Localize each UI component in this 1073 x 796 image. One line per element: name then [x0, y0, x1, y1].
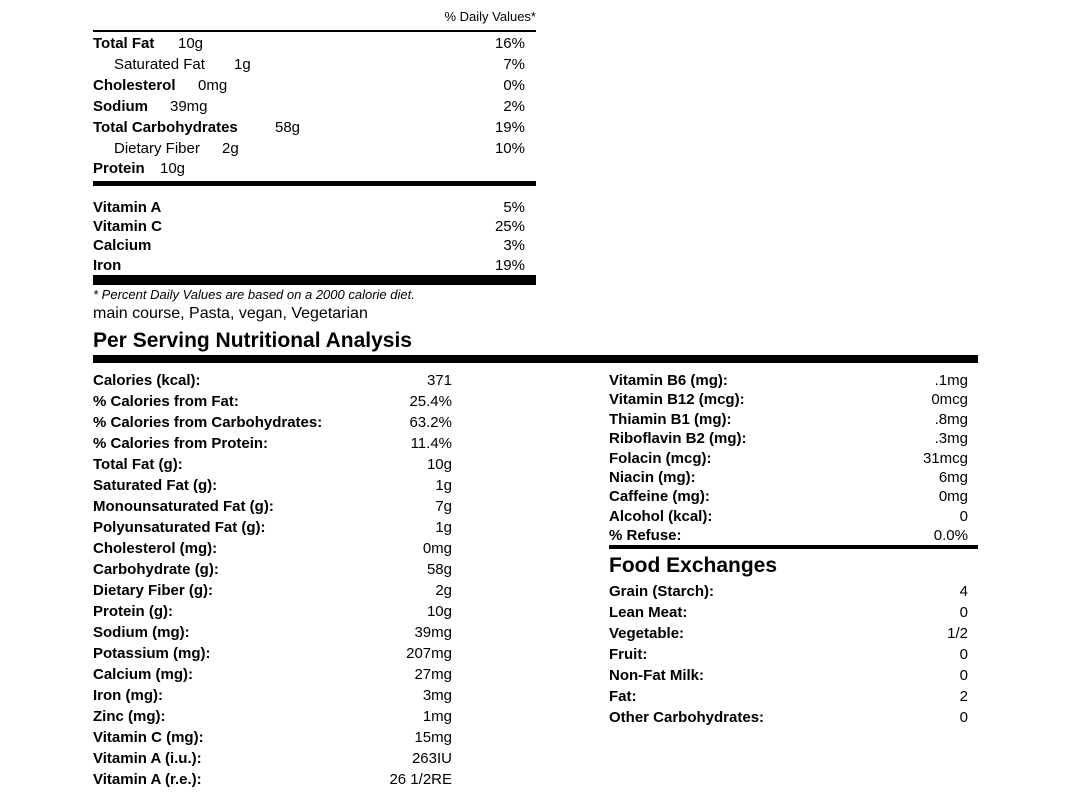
analysis-value: 0.0%: [933, 527, 968, 545]
analysis-label: Folacin (mcg):: [609, 449, 712, 467]
analysis-value: 0mcg: [931, 391, 968, 409]
analysis-value: 1mg: [422, 708, 452, 725]
fact-name: Cholesterol: [93, 77, 176, 94]
exchange-value: 4: [959, 583, 968, 600]
fact-daily-value: 10%: [494, 140, 525, 157]
analysis-label: Total Fat (g):: [93, 456, 183, 473]
analysis-label: Vitamin B6 (mg):: [609, 372, 728, 389]
analysis-label: Protein (g):: [93, 603, 173, 620]
vitamin-name: Vitamin A: [93, 199, 162, 216]
analysis-value: 1g: [435, 477, 452, 494]
analysis-label: Potassium (mg):: [93, 645, 211, 662]
analysis-value: 0: [959, 507, 968, 525]
fact-name: Dietary Fiber: [114, 140, 200, 157]
analysis-value: .8mg: [934, 410, 968, 428]
analysis-value: 0mg: [938, 488, 968, 506]
analysis-label: Calcium (mg):: [93, 666, 194, 683]
analysis-label: Thiamin B1 (mg):: [609, 410, 732, 428]
exchanges-rule: [609, 545, 978, 549]
header-rule: [93, 30, 536, 32]
exchange-label: Other Carbohydrates:: [609, 709, 765, 726]
fact-daily-value: 7%: [503, 56, 525, 73]
analysis-label: Riboflavin B2 (mg):: [609, 430, 747, 448]
analysis-value: 2g: [435, 582, 452, 599]
vitamins-thick-rule: [93, 275, 536, 285]
vitamin-name: Iron: [93, 257, 122, 274]
fact-amount: 58g: [275, 119, 301, 136]
facts-thick-rule: [93, 181, 536, 186]
analysis-value: 39mg: [414, 624, 452, 641]
fact-daily-value: 2%: [503, 98, 525, 115]
analysis-value: 58g: [426, 561, 452, 578]
exchange-label: Non-Fat Milk:: [609, 667, 704, 684]
vitamin-daily-value: 25%: [494, 218, 525, 235]
analysis-label: Carbohydrate (g):: [93, 561, 219, 578]
recipe-categories: main course, Pasta, vegan, Vegetarian: [93, 305, 368, 322]
analysis-value: 27mg: [414, 666, 452, 683]
exchange-label: Fat:: [609, 688, 637, 705]
fact-name: Saturated Fat: [114, 56, 205, 73]
footnote: * Percent Daily Values are based on a 2000 calorie diet.: [93, 287, 415, 302]
vitamin-daily-value: 3%: [503, 237, 525, 254]
analysis-label: Calories (kcal):: [93, 372, 201, 389]
analysis-value: 26 1/2RE: [389, 771, 452, 788]
analysis-value: 1g: [435, 519, 452, 536]
fact-daily-value: 0%: [503, 77, 525, 94]
analysis-label: Niacin (mg):: [609, 469, 696, 486]
analysis-value: 207mg: [406, 645, 452, 662]
exchange-label: Vegetable:: [609, 625, 685, 642]
analysis-label: Sodium (mg):: [93, 624, 190, 641]
analysis-value: 263IU: [411, 750, 452, 767]
exchange-value: 0: [959, 667, 968, 684]
fact-amount: 39mg: [170, 98, 208, 115]
fact-name: Protein: [93, 160, 145, 177]
vitamin-daily-value: 5%: [503, 199, 525, 216]
exchange-label: Grain (Starch):: [609, 583, 715, 600]
vitamin-name: Calcium: [93, 237, 152, 254]
fact-name: Total Carbohydrates: [93, 119, 238, 136]
analysis-label: Polyunsaturated Fat (g):: [93, 519, 266, 536]
analysis-value: 3mg: [422, 687, 452, 704]
exchange-value: 2: [959, 688, 968, 705]
analysis-label: % Calories from Protein:: [93, 435, 269, 452]
exchange-value: 0: [959, 709, 968, 726]
analysis-label: Vitamin A (r.e.):: [93, 771, 202, 788]
analysis-label: Iron (mg):: [93, 687, 163, 704]
fact-daily-value: 16%: [494, 35, 525, 52]
exchange-value: 1/2: [947, 625, 968, 642]
fact-daily-value: 19%: [494, 119, 525, 136]
analysis-label: Vitamin A (i.u.):: [93, 750, 202, 767]
analysis-label: Cholesterol (mg):: [93, 540, 218, 557]
analysis-value: 6mg: [938, 469, 968, 486]
analysis-label: Caffeine (mg):: [609, 488, 710, 506]
analysis-label: % Calories from Carbohydrates:: [93, 414, 323, 431]
vitamin-daily-value: 19%: [494, 257, 525, 274]
fact-amount: 10g: [178, 35, 204, 52]
analysis-value: 0mg: [422, 540, 452, 557]
analysis-title: Per Serving Nutritional Analysis: [93, 329, 412, 352]
analysis-label: Alcohol (kcal):: [609, 507, 713, 525]
fact-name: Total Fat: [93, 35, 155, 52]
analysis-label: Vitamin C (mg):: [93, 729, 204, 746]
analysis-value: 31mcg: [922, 449, 968, 467]
fact-amount: 1g: [234, 56, 251, 73]
analysis-label: Monounsaturated Fat (g):: [93, 498, 274, 515]
analysis-value: 10g: [426, 603, 452, 620]
analysis-value: 7g: [435, 498, 452, 515]
daily-values-header: % Daily Values*: [444, 9, 536, 24]
analysis-label: Vitamin B12 (mcg):: [609, 391, 745, 409]
analysis-value: .3mg: [934, 430, 968, 448]
fact-amount: 0mg: [198, 77, 228, 94]
analysis-label: Saturated Fat (g):: [93, 477, 218, 494]
analysis-value: 11.4%: [410, 435, 452, 452]
analysis-value: 63.2%: [409, 414, 452, 431]
fact-amount: 2g: [222, 140, 239, 157]
analysis-label: Dietary Fiber (g):: [93, 582, 214, 599]
exchange-label: Lean Meat:: [609, 604, 688, 621]
analysis-label: % Refuse:: [609, 527, 682, 545]
exchange-label: Fruit:: [609, 646, 648, 663]
analysis-label: % Calories from Fat:: [93, 393, 239, 410]
analysis-value: .1mg: [934, 372, 968, 389]
fact-name: Sodium: [93, 98, 148, 115]
exchanges-title: Food Exchanges: [609, 554, 778, 577]
analysis-value: 10g: [426, 456, 452, 473]
exchange-value: 0: [959, 604, 968, 621]
analysis-value: 15mg: [414, 729, 452, 746]
exchange-value: 0: [959, 646, 968, 663]
analysis-value: 371: [426, 372, 452, 389]
vitamin-name: Vitamin C: [93, 218, 162, 235]
analysis-value: 25.4%: [409, 393, 452, 410]
analysis-thick-rule: [93, 355, 978, 363]
analysis-label: Zinc (mg):: [93, 708, 166, 725]
fact-amount: 10g: [160, 160, 186, 177]
